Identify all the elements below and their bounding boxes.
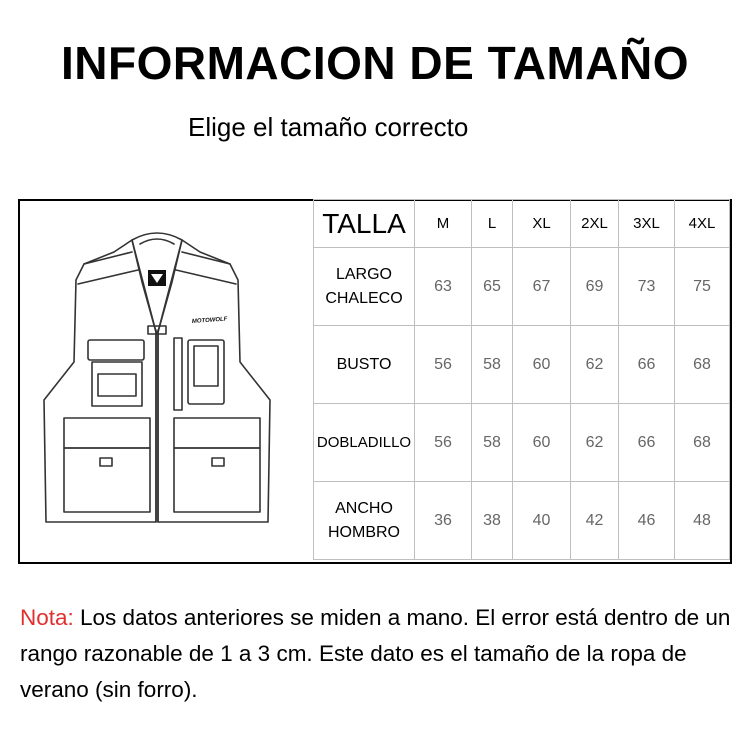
vest-illustration: [22, 222, 292, 540]
vest-brand-text: MOTOWOLF: [191, 316, 228, 325]
note-tag: Nota:: [20, 605, 74, 630]
vest-left-panel: [44, 240, 156, 522]
table-cell: 60: [513, 326, 571, 404]
table-cell: 67: [513, 248, 571, 326]
row-label: BUSTO: [314, 326, 415, 404]
table-cell: 56: [415, 326, 472, 404]
page-title: INFORMACION DE TAMAÑO: [60, 37, 690, 89]
size-header: 4XL: [675, 200, 730, 248]
page-subtitle: Elige el tamaño correcto: [188, 112, 469, 142]
table-cell: 46: [619, 482, 675, 560]
table-cell: 62: [571, 404, 619, 482]
size-header: L: [472, 200, 513, 248]
table-cell: 60: [513, 404, 571, 482]
table-row: [314, 482, 730, 560]
size-table-header-talla: TALLA: [314, 200, 415, 248]
row-label: ANCHO HOMBRO: [314, 482, 415, 560]
table-row: [314, 404, 730, 482]
size-header: M: [415, 200, 472, 248]
table-cell: 65: [472, 248, 513, 326]
table-cell: 56: [415, 404, 472, 482]
row-label: DOBLADILLO: [314, 404, 415, 482]
table-cell: 68: [675, 404, 730, 482]
table-row: [314, 248, 730, 326]
table-cell: 62: [571, 326, 619, 404]
size-header: 2XL: [571, 200, 619, 248]
vest-zipper: [156, 330, 158, 522]
size-header: 3XL: [619, 200, 675, 248]
table-cell: 58: [472, 326, 513, 404]
table-cell: 38: [472, 482, 513, 560]
table-cell: 40: [513, 482, 571, 560]
size-header: XL: [513, 200, 571, 248]
table-row: [314, 326, 730, 404]
table-cell: 68: [675, 326, 730, 404]
table-cell: 42: [571, 482, 619, 560]
table-cell: 63: [415, 248, 472, 326]
table-cell: 73: [619, 248, 675, 326]
note-paragraph: [20, 600, 735, 708]
table-cell: 66: [619, 326, 675, 404]
table-cell: 75: [675, 248, 730, 326]
table-cell: 58: [472, 404, 513, 482]
table-cell: 69: [571, 248, 619, 326]
size-table: [313, 199, 730, 560]
table-cell: 36: [415, 482, 472, 560]
table-cell: 66: [619, 404, 675, 482]
table-cell: 48: [675, 482, 730, 560]
row-label: LARGO CHALECO: [314, 248, 415, 326]
note-text: Los datos anteriores se miden a mano. El error está dentro de un rango razonable de 1 a 3 cm. Este dato es el tamaño de la ropa de verano (sin forro).: [20, 605, 731, 702]
